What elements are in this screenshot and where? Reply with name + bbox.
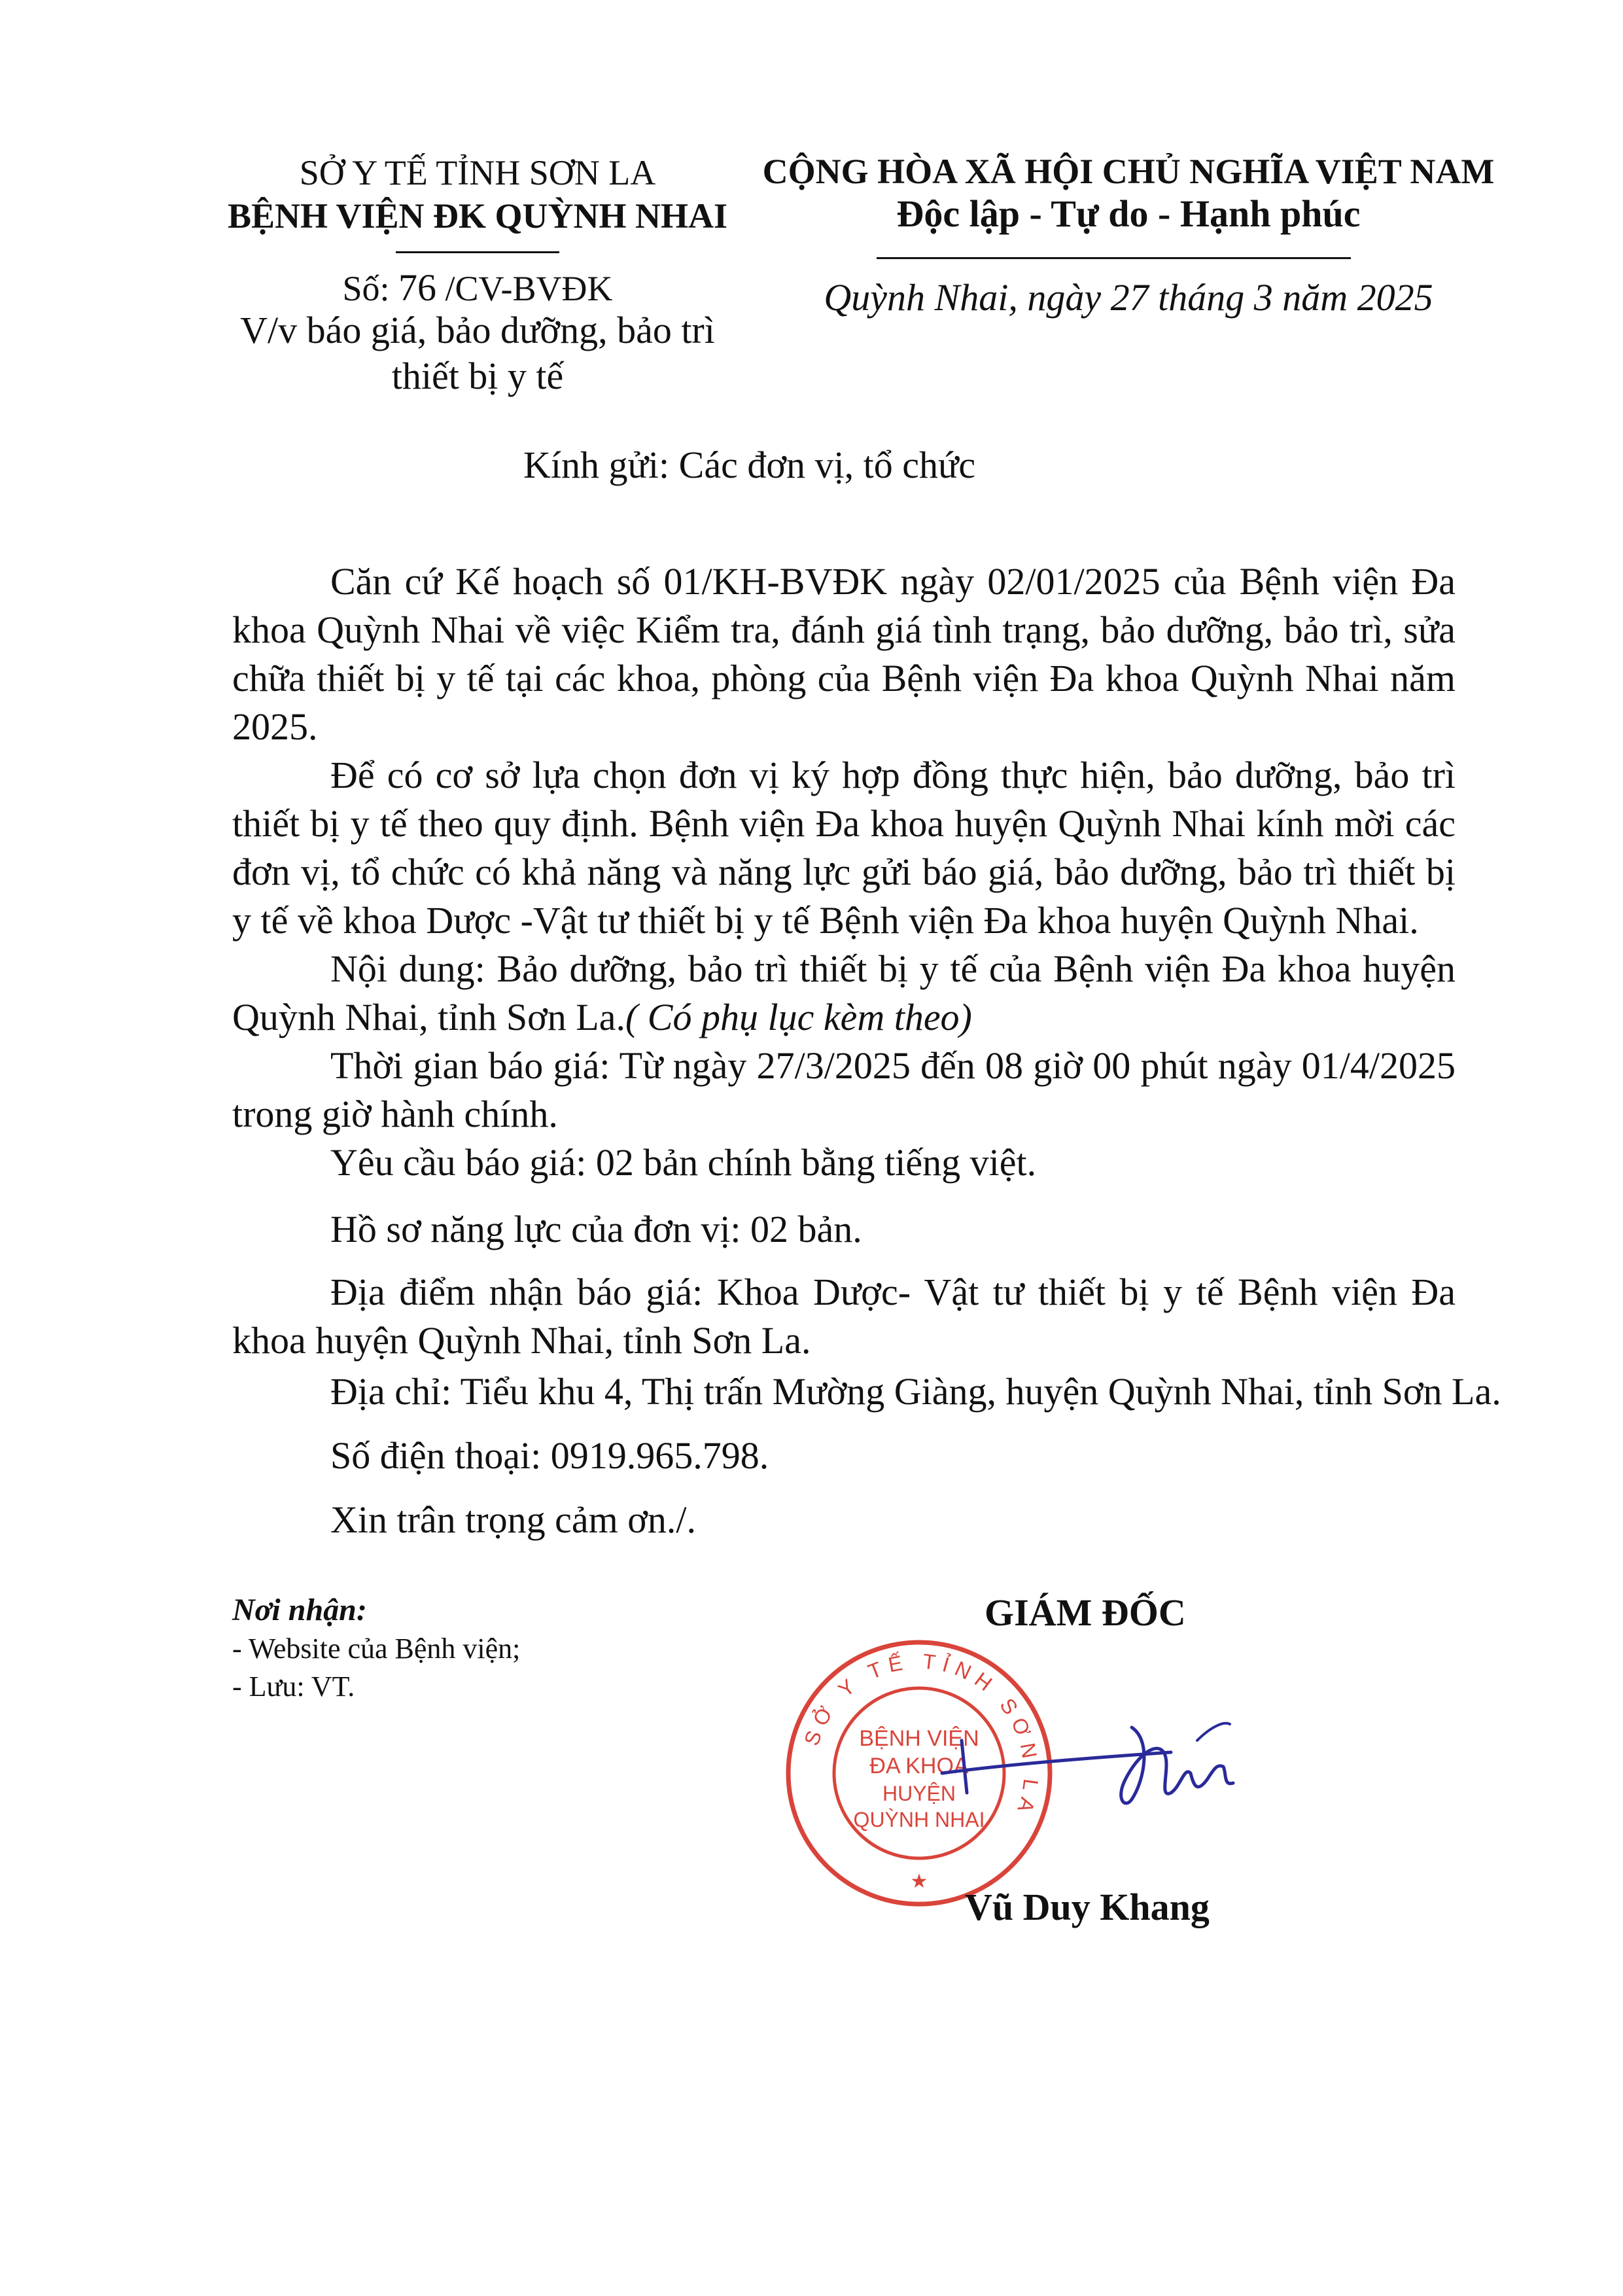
closing-line: Xin trân trọng cảm ơn./.: [330, 1498, 696, 1541]
paragraph-7-text: Địa điểm nhận báo giá: Khoa Dược- Vật tư thiết bị y tế Bệnh viện Đa khoa huyện Quỳnh Nhai, tỉnh Sơn La.: [232, 1271, 1456, 1362]
national-title: CỘNG HÒA XÃ HỘI CHỦ NGHĨA VIỆT NAM: [762, 152, 1495, 191]
recipients-title: Nơi nhận:: [232, 1593, 367, 1627]
paragraph-invitation: [232, 751, 1456, 945]
paragraph-1-text: Căn cứ Kế hoạch số 01/KH-BVĐK ngày 02/01/2025 của Bệnh viện Đa khoa Quỳnh Nhai về việc Kiểm tra, đánh giá tình trạng, bảo dưỡng, bảo trì, sửa chữa thiết bị y tế tại các khoa, phòng của Bệnh viện Đa khoa Quỳnh Nhai năm 2025.: [232, 560, 1456, 748]
paragraph-quote-time: [232, 1042, 1456, 1139]
document-number: [216, 267, 739, 309]
handwritten-signature: [935, 1701, 1263, 1832]
date-line: Quỳnh Nhai, ngày 27 tháng 3 năm 2025: [824, 276, 1433, 319]
hospital-name: BỆNH VIỆN ĐK QUỲNH NHAI: [227, 196, 728, 236]
star-icon: ★: [910, 1870, 928, 1893]
agency-name: SỞ Y TẾ TỈNH SƠN LA: [299, 153, 656, 192]
appendix-note: ( Có phụ lục kèm theo): [625, 996, 972, 1038]
capability-docs: Hồ sơ năng lực của đơn vị: 02 bản.: [330, 1208, 862, 1250]
quote-requirement: Yêu cầu báo giá: 02 bản chính bằng tiếng việt.: [330, 1141, 1037, 1184]
seal-line-4: QUỲNH NHAI: [853, 1808, 985, 1831]
paragraph-content: [232, 945, 1456, 1042]
seal-line-3: HUYỆN: [882, 1782, 956, 1805]
paragraph-4-text: Thời gian báo giá: Từ ngày 27/3/2025 đến 08 giờ 00 phút ngày 01/4/2025 trong giờ hành chính.: [232, 1044, 1456, 1135]
address-line: Địa chỉ: Tiểu khu 4, Thị trấn Mường Giàng, huyện Quỳnh Nhai, tỉnh Sơn La.: [330, 1370, 1501, 1413]
salutation: Kính gửi: Các đơn vị, tổ chức: [523, 444, 976, 486]
seal-line-2: ĐA KHOA: [869, 1754, 969, 1778]
recipient-item: - Website của Bệnh viện;: [232, 1633, 521, 1665]
subject-line-1: V/v báo giá, bảo dưỡng, bảo trì: [240, 309, 715, 351]
paragraph-legal-basis: [232, 557, 1456, 751]
left-header-rule: [396, 251, 559, 253]
seal-ring-text: SỞ Y TẾ TỈNH SƠN LA: [799, 1649, 1043, 1822]
national-motto: Độc lập - Tự do - Hạnh phúc: [896, 192, 1361, 235]
right-header-rule: [877, 257, 1351, 259]
subject-line-2: thiết bị y tế: [391, 355, 564, 397]
recipient-item: - Lưu: VT.: [232, 1670, 355, 1703]
doc-number-prefix: Số:: [342, 269, 390, 308]
signer-name: Vũ Duy Khang: [965, 1886, 1210, 1928]
phone-line: Số điện thoại: 0919.965.798.: [330, 1434, 769, 1477]
paragraph-3-text: Nội dung: Bảo dưỡng, bảo trì thiết bị y tế của Bệnh viện Đa khoa huyện Quỳnh Nhai, tỉnh Sơn La.: [232, 947, 1456, 1038]
signer-title: GIÁM ĐỐC: [985, 1591, 1186, 1634]
doc-number-suffix: /CV-BVĐK: [445, 269, 613, 308]
seal-line-1: BỆNH VIỆN: [859, 1726, 979, 1751]
paragraph-location: [232, 1268, 1456, 1365]
paragraph-2-text: Để có cơ sở lựa chọn đơn vị ký hợp đồng thực hiện, bảo dưỡng, bảo trì thiết bị y tế theo quy định. Bệnh viện Đa khoa huyện Quỳnh Nhai kính mời các đơn vị, tổ chức có khả năng và năng lực gửi báo giá, bảo dưỡng, bảo trì thiết bị y tế về khoa Dược -Vật tư thiết bị y tế Bệnh viện Đa khoa huyện Quỳnh Nhai.: [232, 754, 1456, 942]
doc-number-value: 76: [398, 266, 436, 309]
